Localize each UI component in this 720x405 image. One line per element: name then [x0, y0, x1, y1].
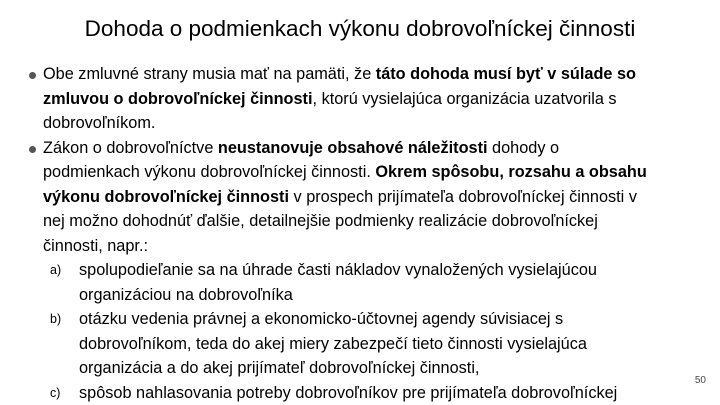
bold-text: neustanovuje obsahové náležitosti [217, 138, 488, 157]
text-line: organizáciou na dobrovoľníka [79, 285, 293, 304]
text-line: dobrovoľníkom. [43, 114, 156, 132]
text-line: nej možno dohodnúť ďalšie, detailnejšie podmienky realizácie dobrovoľníckej [43, 212, 598, 230]
sub-item-marker: c) [50, 385, 61, 400]
bullet-list [0, 62, 720, 405]
sub-item-b [0, 307, 720, 381]
text: Zákon o dobrovoľníctve [43, 138, 218, 157]
bold-text: zmluvou o dobrovoľníckej činnosti [43, 89, 313, 108]
sub-item-marker: a) [50, 263, 62, 277]
text: v prospech prijímateľa dobrovoľníckej činnosti v [289, 187, 637, 206]
text-line: spolupodieľanie sa na úhrade časti nákladov vynaložených vysielajúcou [79, 261, 597, 279]
text-line [43, 136, 720, 161]
text-line: dobrovoľníkom, teda do akej miery zabezpečí tieto činnosti vysielajúca [79, 334, 587, 353]
bold-text: táto dohoda musí byť v súlade so [375, 65, 636, 83]
text: , ktorú vysielajúca organizácia uzatvorila s [312, 89, 617, 108]
text-line: činnosti, napr.: [43, 236, 148, 255]
text-line: organizácia a do akej prijímateľ dobrovoľníckej činnosti, [79, 359, 480, 377]
sub-item-marker: b) [50, 312, 62, 326]
bullet-item-2 [0, 136, 720, 259]
slide-title: Dohoda o podmienkach výkonu dobrovoľníckej činnosti [84, 16, 636, 41]
text-line [43, 160, 720, 185]
sub-item-a [0, 258, 720, 307]
bullet-dot-icon [29, 146, 36, 153]
page-number: 50 [694, 375, 706, 386]
sub-item-c [0, 381, 720, 405]
text-line [43, 87, 720, 112]
text-line [43, 185, 720, 210]
bullet-item-1 [0, 62, 720, 136]
text: podmienkach výkonu dobrovoľníckej činnosti. [43, 163, 376, 181]
bold-text: Okrem spôsobu, rozsahu a obsahu [375, 163, 647, 181]
bullet-dot-icon [29, 72, 36, 79]
text-line: spôsob nahlasovania potreby dobrovoľníkov pre prijímateľa dobrovoľníckej [79, 383, 618, 402]
bold-text: výkonu dobrovoľníckej činnosti [43, 187, 290, 206]
text-line [43, 62, 720, 87]
text: dohody o [487, 138, 560, 157]
text-line: otázku vedenia právnej a ekonomicko-účtovnej agendy súvisiacej s [79, 310, 564, 328]
text: Obe zmluvné strany musia mať na pamäti, že [43, 65, 376, 83]
